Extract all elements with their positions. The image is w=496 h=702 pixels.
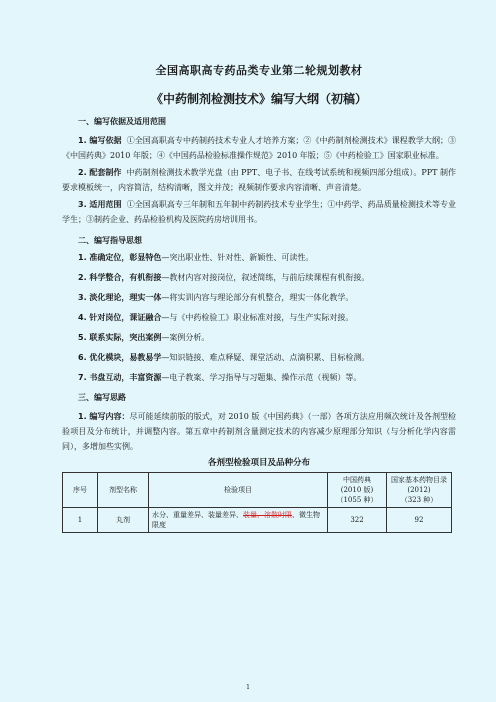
guideline-item [62,312,456,324]
section-heading-basis: 一、编写依据及适用范围 [78,117,166,126]
paragraph-text: 中药制剂检测技术教学光盘（由 PPT、电子书、在线考试系统和视频四部分组成）。PPT 制作要求模板统一，内容简洁，结构清晰，图文并茂；视频制作要求内容清晰、声音清楚。 [62,168,457,192]
guideline-lead: 1. 准确定位，彰显特色 [78,253,162,262]
guideline-lead: 4. 针对岗位，课证融合 [78,313,162,322]
paragraph-text: ①全国高职高专中药制药技术专业人才培养方案；②《中药制剂检测技术》课程教学大纲；③《中国药典》2010 年版；④《中国药品检验标准操作规范》2010 年版；⑤《中药检验工》国家职业标准。 [62,136,457,160]
items-text-tail: 、微生物限度 [152,511,320,529]
guideline-lead: 6. 优化模块，易教易学 [78,353,162,362]
guideline-text: —知识链接、难点释疑、课堂活动、点滴积累、目标检测。 [161,353,370,362]
table-title: 各剂型检验项目及品种分布 [207,458,310,468]
paragraph-lead: 1. 编写内容： [78,412,130,421]
document-subtitle: 《中药制剂检测技术》编写大纲（初稿） [150,92,367,106]
paragraph-scope [62,197,456,227]
guideline-lead: 7. 书盘互动，丰富资源 [78,373,162,382]
guideline-item [62,272,456,284]
paragraph-text: ①全国高职高专三年制和五年制中药制药技术专业学生；①中药学、药品质量检测技术等专业学生；③制药企业、药品检验机构及医院药房培训用书。 [62,200,457,224]
cell-seq: 1 [63,508,98,533]
guideline-text: —将实训内容与理论部分有机整合，理实一体化教学。 [161,293,354,302]
guideline-lead: 2. 科学整合，有机衔接 [78,273,162,282]
table-row [63,508,452,533]
header-dosage-form: 剂型名称 [98,473,149,508]
guideline-text: —与《中药检验工》职业标准对接，与生产实际对接。 [161,313,354,322]
guideline-lead: 3. 淡化理论，理实一体 [78,293,162,302]
guideline-text: —电子教案、学习指导与习题集、操作示范（视频）等。 [161,373,362,382]
section-heading-approach: 三、编写思路 [78,393,126,402]
guideline-text: —案例分析。 [161,333,210,342]
guideline-text: —教材内容对接岗位，叙述简练，与前后续课程有机衔接。 [161,273,370,282]
header-essential-drugs: 国家基本药物目录 (2012) （323 种） [387,473,452,508]
paragraph-lead: 1. 编写依据 [78,136,122,145]
paragraph-supporting-material [62,165,456,195]
section-heading-guideline: 二、编写指导思想 [78,236,142,245]
document-title: 全国高职高专药品类专业第二轮规划教材 [155,64,363,77]
guideline-item [62,332,456,344]
header-inspection-items: 检验项目 [149,473,328,508]
cell-inspection-items [149,508,328,533]
paragraph-content [62,409,456,454]
paragraph-text: 尽可能延续前版的版式，对 2010 版《中国药典》（一部）各项方法应用频次统计及各剂型检验项目及分布统计，并调整内容。第五章中药制剂含量测定技术的内容减少原理部分知识（与分析化学内容雷同），多增加些实例。 [62,412,456,451]
items-text: 水分、重量差异、装量差异、 [152,511,243,519]
inspection-items-table [62,472,452,533]
guideline-text: —突出职业性、针对性、新颖性、可读性。 [161,253,314,262]
header-seq: 序号 [63,473,98,508]
cell-essential-count: 92 [387,508,452,533]
guideline-item [62,292,456,304]
paragraph-basis [62,133,456,163]
cell-pharmacopoeia-count: 322 [328,508,387,533]
struck-items-text: 装量、溶散时限 [243,511,292,519]
paragraph-lead: 3. 适用范围 [78,200,122,209]
cell-dosage-form: 丸剂 [98,508,149,533]
table-header-row [63,473,452,508]
guideline-item [62,372,456,384]
paragraph-lead: 2. 配套制作 [78,168,122,177]
guideline-lead: 5. 联系实际，突出案例 [78,333,162,342]
header-pharmacopoeia: 中国药典 (2010 版) （1055 种） [328,473,387,508]
page-number: 1 [246,684,250,691]
guideline-item [62,252,456,264]
guideline-item [62,352,456,364]
